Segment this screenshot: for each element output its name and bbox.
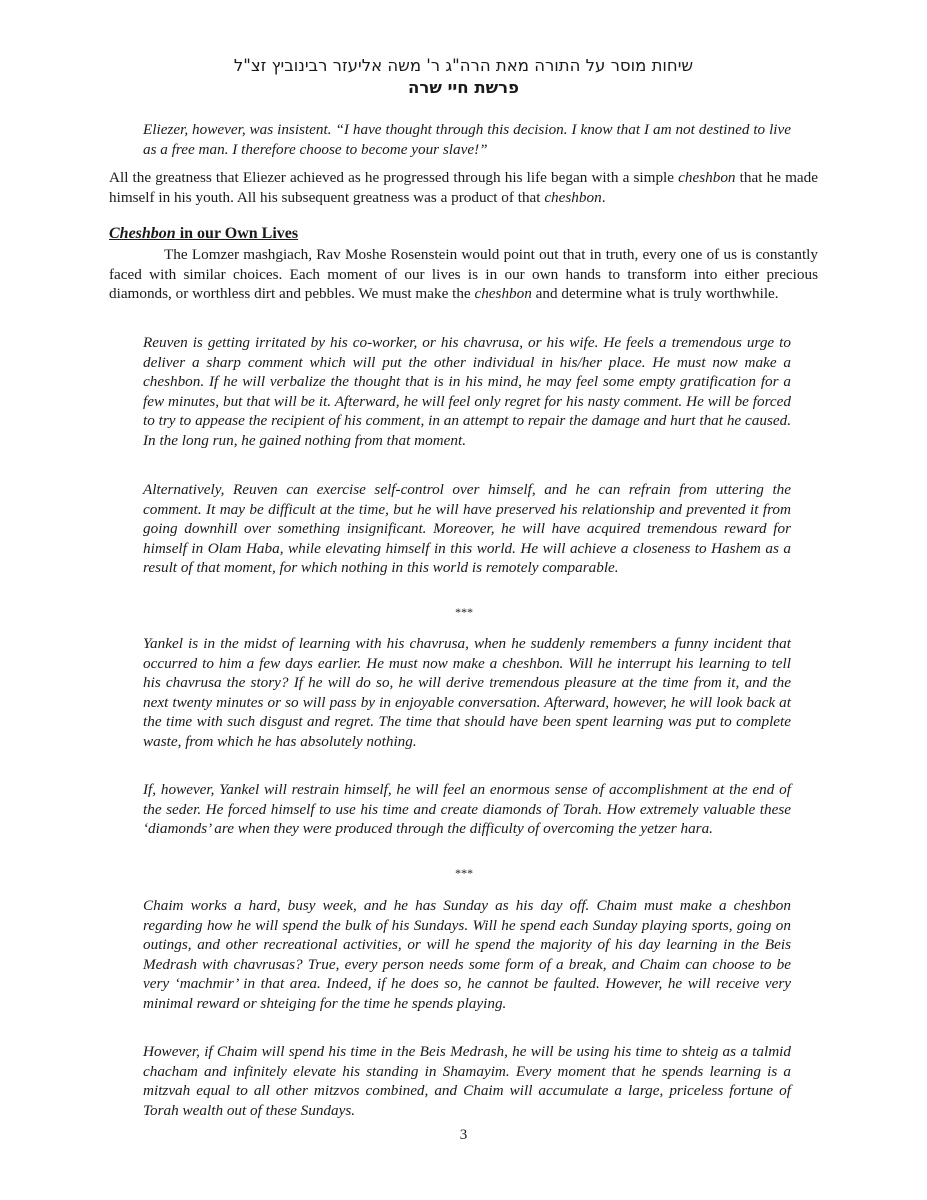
header-title: שיחות מוסר על התורה מאת הרה"ג ר' משה אליעזר רבינוביץ זצ"ל	[233, 56, 694, 75]
example-reuven-1: Reuven is getting irritated by his co-worker, or his chavrusa, or his wife. He feels a tremendous urge to deliver a sharp comment which will put the other individual in his/her place. He must now make a cheshbon. If he will verbalize the thought that is in his mind, he may feel some empty gratification for a few minutes, but that will be it. Afterward, he will feel only regret for his nasty comment. He will be forced to try to appease the recipient of his comment, in an attempt to repair the damage and hurt that he caused. In the long run, he gained nothing from that moment.	[143, 334, 791, 449]
example-chaim-2: However, if Chaim will spend his time in the Beis Medrash, he will be using his time to shteig as a talmid chacham and infinitely elevate his standing in Shamayim. Every moment that he spends learning is a mitzvah equal to all other mitzvos combined, and Chaim will accumulate a large, priceless fortune of Torah wealth out of these Sundays.	[143, 1043, 791, 1119]
paragraph-lomzer-mashgiach: The Lomzer mashgiach, Rav Moshe Rosenstein would point out that in truth, every one of us is constantly faced with similar choices. Each moment of our lives is in our own hands to transform into either precious diamonds, or worthless dirt and pebbles. We must make the cheshbon and determine what is truly worthwhile.	[109, 246, 818, 303]
separator: ***	[454, 605, 473, 619]
section-heading: Cheshbon in our Own Lives	[109, 225, 299, 242]
page-number: 3	[459, 1127, 468, 1143]
separator: ***	[454, 866, 473, 880]
example-yankel-2: If, however, Yankel will restrain himself, he will feel an enormous sense of accomplishment at the end of the seder. He forced himself to use his time and create diamonds of Torah. How extremely valuable these ‘diamonds’ are when they were produced through the difficulty of overcoming the yetzer hara.	[143, 781, 791, 838]
example-reuven-2: Alternatively, Reuven can exercise self-control over himself, and he can refrain from uttering the comment. It may be difficult at the time, but he will have preserved his relationship and prevented it from going downhill over something insignificant. Moreover, he will have acquired tremendous reward for himself in Olam Haba, while elevating himself in this world. He will achieve a closeness to Hashem as a result of that moment, for which nothing in this world is remotely comparable.	[143, 481, 791, 577]
intro-quote: Eliezer, however, was insistent. “I have thought through this decision. I know that I am not destined to live as a free man. I therefore choose to become your slave!”	[143, 121, 791, 158]
example-yankel-1: Yankel is in the midst of learning with his chavrusa, when he suddenly remembers a funny incident that occurred to him a few days earlier. He must now make a cheshbon. Will he interrupt his learning to tell his chavrusa the story? If he will do so, he will derive tremendous pleasure at the time from it, and the next twenty minutes or so will pass by in enjoyable conversation. Afterward, however, he will look back at the time with such disgust and regret. The time that should have been spent learning was put to complete waste, from which he has absolutely nothing.	[143, 635, 791, 750]
example-chaim-1: Chaim works a hard, busy week, and he has Sunday as his day off. Chaim must make a cheshbon regarding how he will spend the bulk of his Sundays. Will he spend each Sunday playing sports, going on outings, and other recreational activities, or will he spend the majority of his day learning in the Beis Medrash with chavrusas? True, every person needs some form of a break, and Chaim can choose to be very ‘machmir’ in that area. Indeed, if he does so, he cannot be faulted. However, he will receive very minimal reward or shteiging for the time he spends playing.	[143, 897, 791, 1012]
header-parsha: פרשת חיי שרה	[408, 78, 519, 97]
paragraph-greatness: All the greatness that Eliezer achieved as he progressed through his life began with a simple cheshbon that he made himself in his youth. All his subsequent greatness was a product of that cheshbon.	[109, 169, 818, 206]
